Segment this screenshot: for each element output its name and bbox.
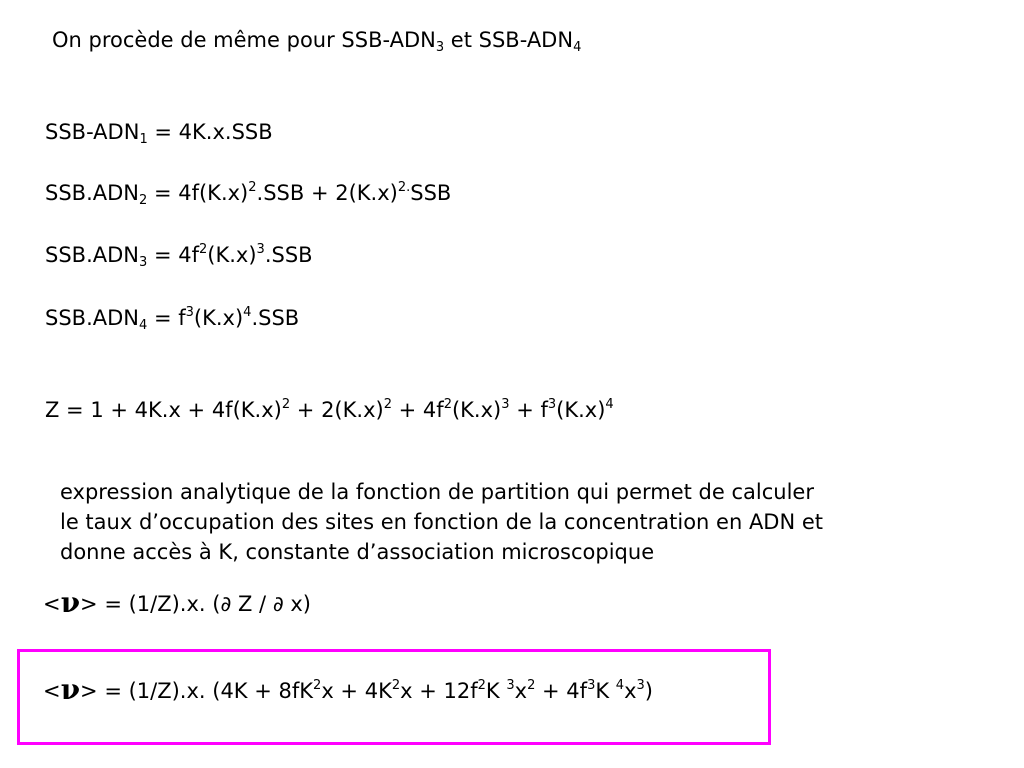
nu-symbol: ν — [60, 586, 81, 619]
equation-ssb-adn4: $SSB.ADN_4 = f^3(K.x)^4.SSB$ — [45, 305, 300, 333]
equation-ssb-adn1: SSB-$ADN_1 = 4K.x.SSB$ — [45, 120, 273, 147]
mean-binding-equation: <ν> = (1/Z).x. (∂ Z / ∂ x) — [43, 586, 311, 619]
partial-symbol: ∂ — [220, 592, 232, 616]
partition-function-equation: $Z = 1 + 4K.x + 4f(K.x)^2 + 2(K.x)^2 + 4f^2(K.x)^3 + f^3(K.x)^4$ — [45, 397, 614, 422]
heading: On procède de même pour SSB-$ADN_3$ et SSB-$ADN_4$ — [52, 28, 582, 55]
equation-ssb-adn3: $SSB.ADN_3 = 4f^2(K.x)^3.SSB$ — [45, 242, 313, 270]
description-paragraph — [60, 477, 960, 567]
nu-symbol: ν — [60, 673, 81, 706]
description-line: le taux d’occupation des sites en fonction de la concentration en ADN et — [60, 510, 824, 534]
partial-symbol: ∂ — [272, 592, 284, 616]
boxed-result-equation: <ν> = (1/Z).x. ($4K + 8fK^2x + 4K^2x + 12f^2K$ $^3x^2 + 4f^3K$ $^4x^3$) — [43, 673, 653, 706]
equation-ssb-adn2: $SSB.ADN_2 = 4f(K.x)^2.SSB + 2(K.x)^{2.}SSB$ — [45, 180, 452, 208]
description-line: expression analytique de la fonction de partition qui permet de calculer — [60, 480, 814, 504]
description-line: donne accès à K, constante d’association microscopique — [60, 540, 655, 564]
